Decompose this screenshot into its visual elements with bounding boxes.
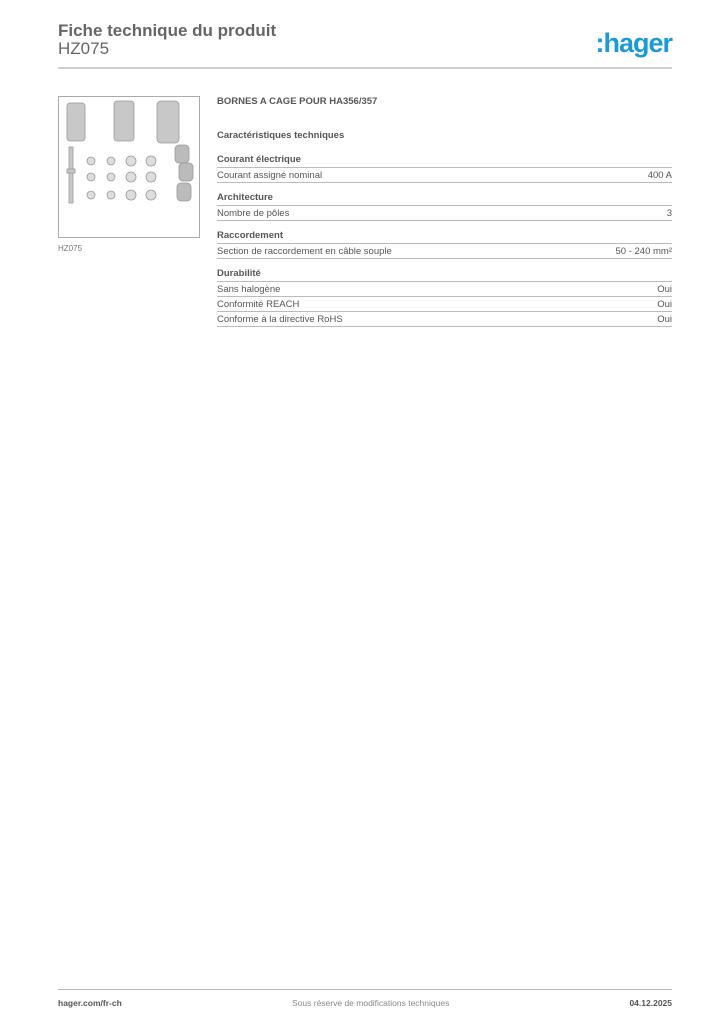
spec-label: Section de raccordement en câble souple bbox=[217, 246, 392, 257]
spec-label: Conforme à la directive RoHS bbox=[217, 314, 343, 325]
spec-group bbox=[217, 154, 672, 183]
spec-label: Nombre de pôles bbox=[217, 208, 290, 219]
spec-row bbox=[217, 297, 672, 312]
spec-row bbox=[217, 206, 672, 221]
spec-row bbox=[217, 168, 672, 183]
spec-content bbox=[217, 96, 672, 336]
spec-value: 3 bbox=[666, 208, 672, 219]
spec-value: 50 - 240 mm² bbox=[615, 246, 672, 257]
footer-date: 04.12.2025 bbox=[629, 998, 672, 1008]
group-title: Courant électrique bbox=[217, 154, 672, 168]
spec-value: Oui bbox=[657, 299, 672, 310]
spec-row bbox=[217, 312, 672, 327]
spec-label: Conformité REACH bbox=[217, 299, 300, 310]
header-divider bbox=[58, 67, 672, 69]
page-title: Fiche technique du produit bbox=[58, 21, 277, 40]
footer-divider bbox=[58, 989, 672, 990]
group-title: Durabilité bbox=[217, 268, 672, 282]
product-name: BORNES A CAGE POUR HA356/357 bbox=[217, 96, 378, 107]
footer-website[interactable]: hager.com/fr-ch bbox=[58, 998, 122, 1008]
spec-group bbox=[217, 192, 672, 221]
hager-logo: :hager bbox=[595, 28, 672, 58]
spec-groups bbox=[217, 154, 672, 327]
spec-row bbox=[217, 244, 672, 259]
spec-value: Oui bbox=[657, 314, 672, 325]
spec-group bbox=[217, 230, 672, 259]
spec-row bbox=[217, 282, 672, 297]
spec-label: Sans halogène bbox=[217, 284, 281, 295]
spec-value: 400 A bbox=[647, 170, 672, 181]
section-title: Caractéristiques techniques bbox=[217, 130, 345, 141]
spec-group bbox=[217, 268, 672, 327]
spec-label: Courant assigné nominal bbox=[217, 170, 323, 181]
product-image bbox=[58, 96, 200, 238]
group-title: Raccordement bbox=[217, 230, 672, 244]
group-title: Architecture bbox=[217, 192, 672, 206]
image-caption: HZ075 bbox=[58, 244, 83, 253]
footer-notice: Sous réserve de modifications techniques bbox=[292, 998, 450, 1008]
spec-value: Oui bbox=[657, 284, 672, 295]
product-code: HZ075 bbox=[58, 39, 110, 58]
